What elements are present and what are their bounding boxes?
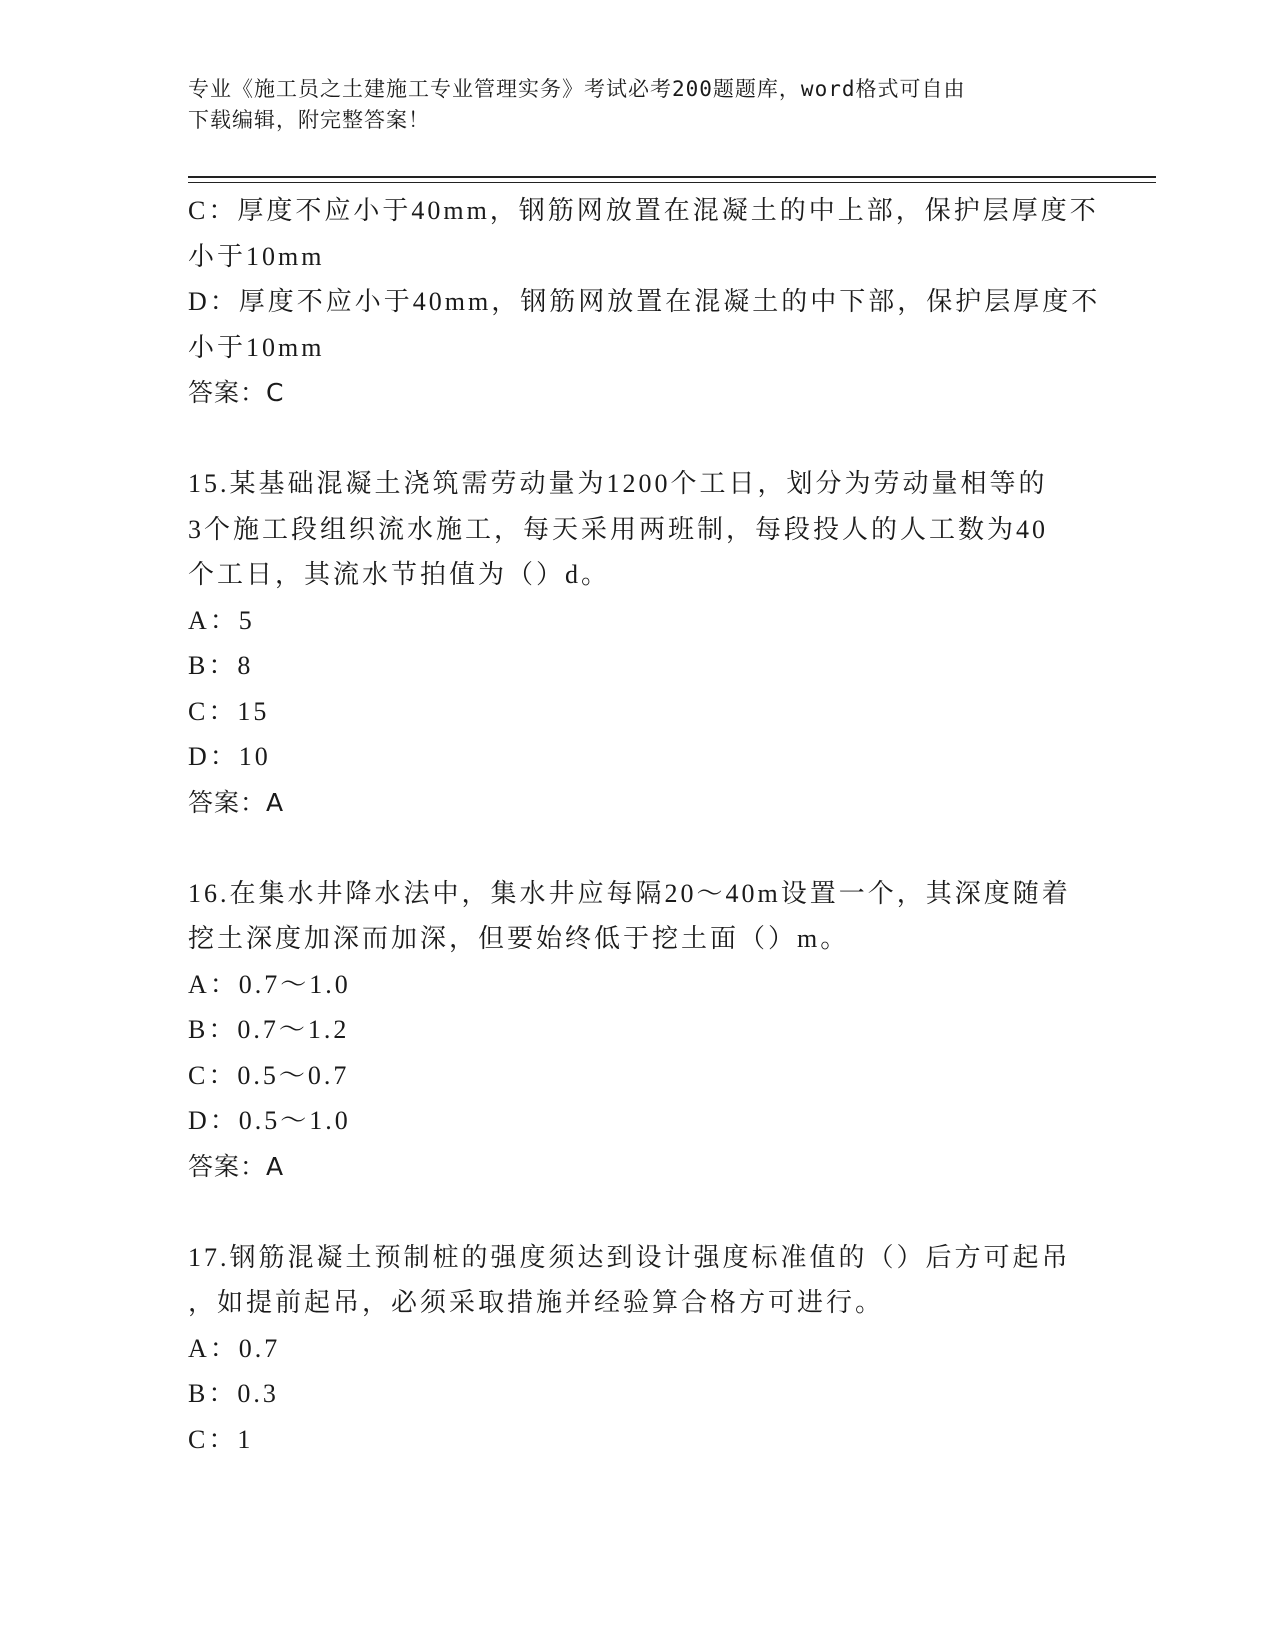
option-a: A：5 (188, 605, 255, 635)
option-c: C：1 (188, 1424, 254, 1454)
header-line-1: 专业《施工员之土建施工专业管理实务》考试必考200题题库，word格式可自由 (188, 77, 966, 101)
option-d-line-2: 小于10mm (188, 332, 325, 362)
option-b: B：8 (188, 651, 254, 680)
answer-line: 答案：C (188, 378, 285, 407)
answer-line: 答案：A (188, 1151, 285, 1181)
previous-question-tail (188, 188, 1101, 416)
document-header (188, 74, 1078, 136)
option-d-line-1: D：厚度不应小于40mm，钢筋网放置在混凝土的中下部，保护层厚度不 (188, 287, 1101, 316)
option-d: D：0.5～1.0 (188, 1106, 351, 1135)
question-stem-line: ，如提前起吊，必须采取措施并经验算合格方可进行。 (188, 1288, 885, 1317)
header-line-2: 下载编辑，附完整答案！ (188, 108, 430, 132)
option-a: A：0.7～1.0 (188, 969, 351, 999)
question-stem-line: 15.某基础混凝土浇筑需劳动量为1200个工日，划分为劳动量相等的 (188, 469, 1048, 498)
question-stem-line: 16.在集水井降水法中，集水井应每隔20～40m设置一个，其深度随着 (188, 878, 1071, 908)
question-stem-line: 挖土深度加深而加深，但要始终低于挖土面（）m。 (188, 924, 850, 953)
option-c-line-1: C：厚度不应小于40mm，钢筋网放置在混凝土的中上部，保护层厚度不 (188, 196, 1099, 225)
option-c-line-2: 小于10mm (188, 241, 325, 271)
option-d: D：10 (188, 742, 271, 771)
option-a: A：0.7 (188, 1333, 281, 1363)
option-c: C：0.5～0.7 (188, 1060, 350, 1090)
document-body (188, 188, 1101, 1462)
option-b: B：0.3 (188, 1379, 279, 1408)
question-17 (188, 1235, 1088, 1463)
spacer (188, 1189, 1088, 1235)
question-stem-line: 3个施工段组织流水施工，每天采用两班制，每段投人的人工数为40 (188, 514, 1049, 544)
question-16 (188, 871, 1088, 1190)
answer-line: 答案：A (188, 787, 285, 817)
question-15 (188, 461, 1088, 825)
spacer (188, 416, 1088, 462)
question-stem-line: 个工日，其流水节拍值为（）d。 (188, 560, 611, 589)
option-c: C：15 (188, 696, 270, 726)
spacer (188, 825, 1088, 871)
question-stem-line: 17.钢筋混凝土预制桩的强度须达到设计强度标准值的（）后方可起吊 (188, 1242, 1071, 1272)
header-divider-thick (188, 176, 1156, 178)
option-b: B：0.7～1.2 (188, 1015, 350, 1044)
header-divider-thin (188, 182, 1156, 183)
